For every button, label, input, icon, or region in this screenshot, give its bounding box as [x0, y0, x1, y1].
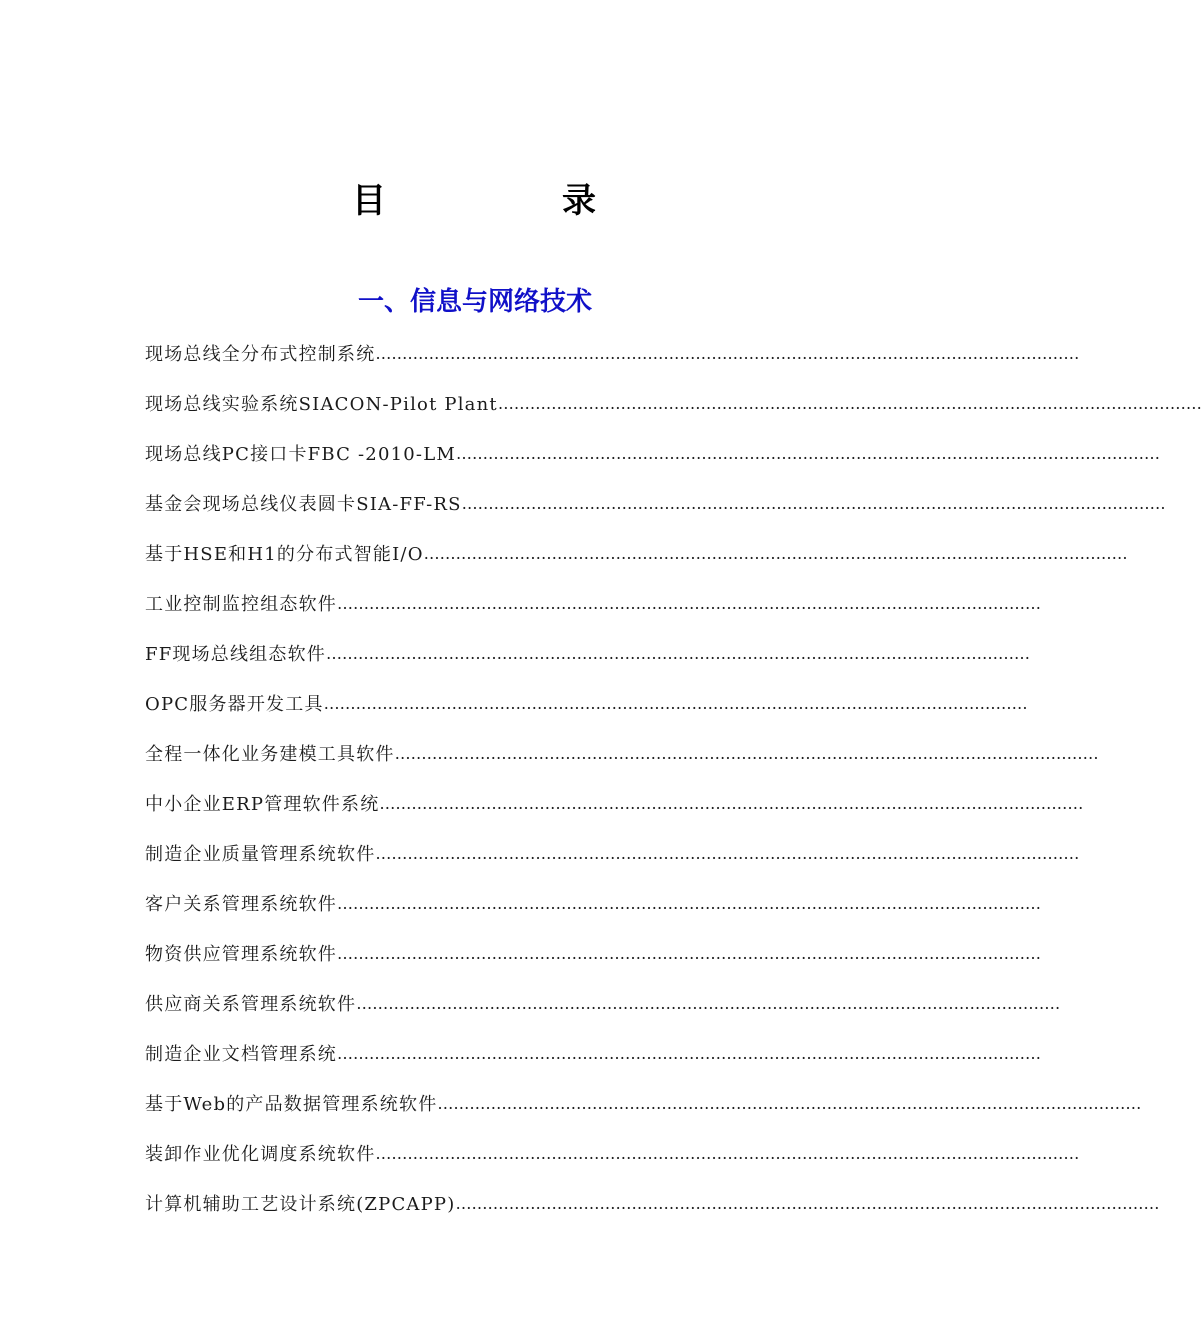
- toc-leader-dots: ……………………………………………………………………………………………………………………: [375, 1143, 1080, 1163]
- toc-leader-dots: ……………………………………………………………………………………………………………………: [375, 343, 1080, 363]
- toc-leader-dots: ……………………………………………………………………………………………………………………: [337, 893, 1041, 913]
- toc-item-label: 装卸作业优化调度系统软件: [145, 1144, 376, 1165]
- toc-item: [145, 628, 1030, 678]
- toc-leader-dots: ……………………………………………………………………………………………………………………: [337, 1043, 1041, 1063]
- toc-item: [145, 328, 1080, 378]
- toc-item-label: 制造企业文档管理系统: [145, 1044, 337, 1065]
- toc-item: [145, 1128, 1080, 1178]
- toc-item-label: 现场总线PC接口卡FBC -2010-LM: [145, 444, 456, 465]
- toc-leader-dots: ……………………………………………………………………………………………………………………: [337, 593, 1041, 613]
- toc-leader-dots: ……………………………………………………………………………………………………………………: [325, 643, 1030, 663]
- page-title: [0, 178, 950, 228]
- toc-leader-dots: ……………………………………………………………………………………………………………………: [394, 743, 1099, 763]
- toc-item-label: 中小企业ERP管理软件系统: [145, 794, 380, 815]
- toc-item-label: 基金会现场总线仪表圆卡SIA-FF-RS: [145, 494, 462, 515]
- toc-item: [145, 928, 1041, 978]
- toc-item-label: 制造企业质量管理系统软件: [145, 844, 376, 865]
- toc-item: [145, 828, 1080, 878]
- toc-item: [145, 378, 1202, 428]
- toc-item-label: 现场总线实验系统SIACON-Pilot Plant: [145, 394, 498, 415]
- toc-leader-dots: ……………………………………………………………………………………………………………………: [455, 1193, 1160, 1213]
- toc-item: [145, 978, 1061, 1028]
- toc-leader-dots: ……………………………………………………………………………………………………………………: [337, 943, 1041, 963]
- toc-leader-dots: ……………………………………………………………………………………………………………………: [455, 443, 1160, 463]
- toc-item: [145, 678, 1028, 728]
- toc-leader-dots: ……………………………………………………………………………………………………………………: [375, 843, 1080, 863]
- toc-item: [145, 1028, 1041, 1078]
- toc-item: [145, 528, 1128, 578]
- toc-item: [145, 728, 1099, 778]
- toc-leader-dots: ……………………………………………………………………………………………………………………: [437, 1093, 1142, 1113]
- toc-item: [145, 578, 1041, 628]
- toc-item: [145, 478, 1166, 528]
- toc-item-label: 供应商关系管理系统软件: [145, 994, 357, 1015]
- toc-item-label: 基于HSE和H1的分布式智能I/O: [145, 544, 424, 565]
- toc-item-label: 工业控制监控组态软件: [145, 594, 337, 615]
- toc-item-label: FF现场总线组态软件: [145, 644, 326, 665]
- section-heading: 一、信息与网络技术: [357, 287, 592, 317]
- toc-item-label: 计算机辅助工艺设计系统(ZPCAPP): [145, 1194, 456, 1215]
- toc-item: [145, 428, 1160, 478]
- toc-leader-dots: ……………………………………………………………………………………………………………………: [423, 543, 1128, 563]
- toc-item-label: 全程一体化业务建模工具软件: [145, 744, 395, 765]
- toc-item: [145, 1178, 1160, 1228]
- toc-item-label: OPC服务器开发工具: [145, 694, 324, 715]
- toc-leader-dots: ……………………………………………………………………………………………………………………: [379, 793, 1084, 813]
- toc-leader-dots: ……………………………………………………………………………………………………………………: [497, 393, 1202, 413]
- toc-leader-dots: ……………………………………………………………………………………………………………………: [356, 993, 1061, 1013]
- title-char-right: 录: [562, 181, 596, 221]
- toc-item-label: 物资供应管理系统软件: [145, 944, 337, 965]
- toc-item-label: 基于Web的产品数据管理系统软件: [145, 1094, 438, 1115]
- toc-leader-dots: ……………………………………………………………………………………………………………………: [323, 693, 1028, 713]
- toc-item: [145, 778, 1084, 828]
- table-of-contents: [145, 328, 1202, 1228]
- toc-item: [145, 878, 1041, 928]
- toc-item-label: 客户关系管理系统软件: [145, 894, 337, 915]
- toc-leader-dots: ……………………………………………………………………………………………………………………: [461, 493, 1166, 513]
- toc-item: [145, 1078, 1142, 1128]
- title-char-left: 目: [352, 181, 386, 221]
- toc-item-label: 现场总线全分布式控制系统: [145, 344, 376, 365]
